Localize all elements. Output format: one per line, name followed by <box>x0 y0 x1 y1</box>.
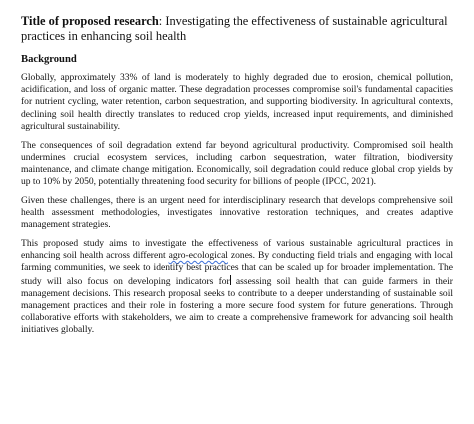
paragraph-research-need: Given these challenges, there is an urgent need for interdisciplinary research that develops comprehensive soil health assessment methodologies, investigates innovative restoration techniques, and creates adaptive management strategies. <box>21 194 453 231</box>
document-page[interactable] <box>21 14 453 343</box>
paragraph-consequences: The consequences of soil degradation extend far beyond agricultural productivity. Compromised soil health undermines crucial ecosystem services, including carbon sequestration, water filtration, biodiversity maintenance, and climate change mitigation. Economically, soil degradation could reduce global crop yields by up to 10% by 2050, potentially threatening food security for billions of people (IPCC, 2021). <box>21 139 453 188</box>
title-text: : Investigating the effectiveness of sustainable agricultural practices in enhancing soil health <box>21 14 448 43</box>
paragraph-land-degradation: Globally, approximately 33% of land is moderately to highly degraded due to erosion, chemical pollution, acidification, and loss of organic matter. These degradation processes compromise soil's fundamental capacities for nutrient cycling, water retention, carbon sequestration, and supporting biodiversity. In agricultural contexts, declining soil health directly translates to reduced crop yields, increased input requirements, and diminished agricultural sustainability. <box>21 72 453 132</box>
document-title <box>21 14 453 44</box>
spellcheck-flagged-word[interactable]: agro-ecological <box>168 250 228 262</box>
title-label: Title of proposed research <box>21 14 159 28</box>
paragraph-text-part: This proposed study aims to investigate the effectiveness of various sustainable agricultural practices in enhancing soil health across different <box>21 237 453 262</box>
section-heading-background: Background <box>21 54 77 65</box>
paragraph-text-part: zones. By conducting field trials and engaging with local farming communities, we seek to identify best practices that can be scaled up for broader implementation. The study will also focus on developing indicators for <box>21 250 453 287</box>
paragraph-study-aims <box>21 238 453 337</box>
paragraph-text-part: assessing soil health that can guide farmers in their management decisions. This research proposal seeks to contribute to a deeper understanding of sustainable soil management practices and their role in fostering a more secure food system for future generations. Through collaborative efforts with stakeholders, we aim to create a comprehensive framework for advancing soil health initiatives globally. <box>21 275 453 336</box>
